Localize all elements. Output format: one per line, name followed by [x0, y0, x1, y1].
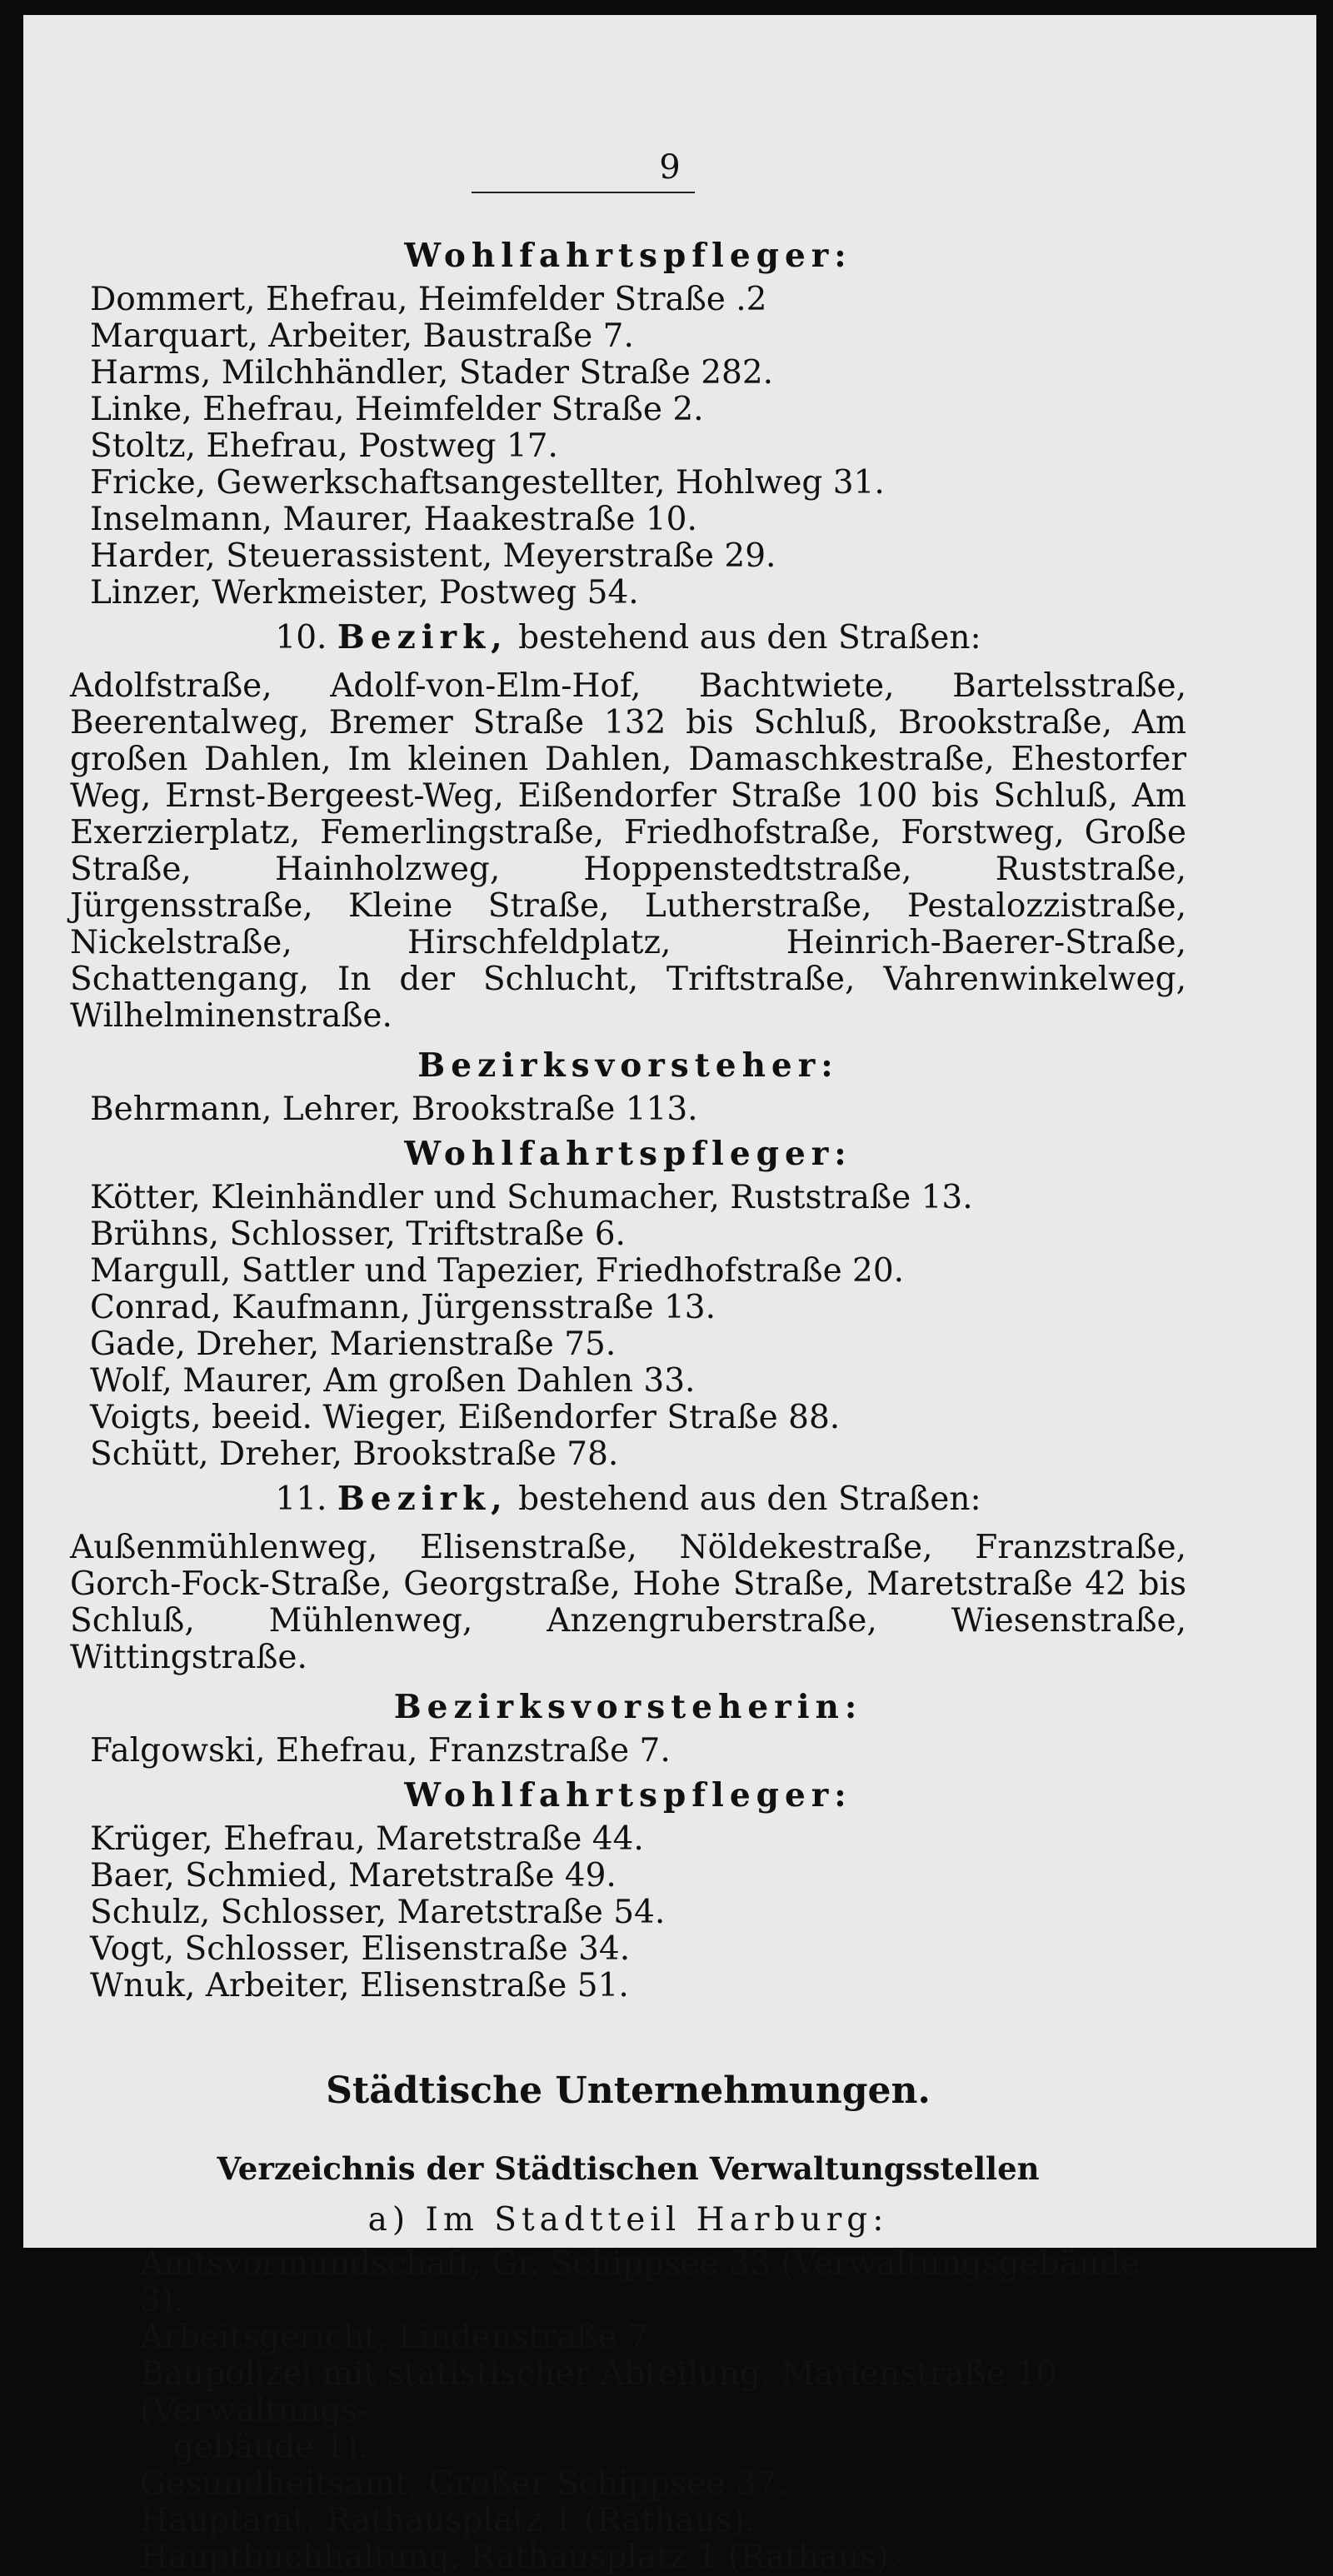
district-word: Bezirk, — [337, 618, 508, 656]
welfare-list-district-10 — [70, 1180, 1186, 1473]
list-item: Gade, Dreher, Marienstraße 75. — [90, 1325, 617, 1363]
welfare-heading-district-9: Wohlfahrtspfleger: — [404, 237, 852, 275]
list-item: Conrad, Kaufmann, Jürgensstraße 13. — [90, 1289, 716, 1326]
list-item — [70, 2319, 1186, 2356]
district-11-heading — [70, 1473, 1186, 1525]
list-item: Stoltz, Ehefrau, Postweg 17. — [90, 427, 558, 465]
list-item: Kötter, Kleinhändler und Schumacher, Ruststraße 13. — [90, 1179, 973, 1216]
district-heading-rest: bestehend aus den Straßen: — [518, 619, 981, 656]
list-item: Brühns, Schlosser, Triftstraße 6. — [90, 1216, 626, 1253]
district-11-streets: Außenmühlenweg, Elisenstraße, Nöldekestraße, Franzstraße, Gorch-Fock-Straße, Georgstraße, Hohe Straße, Maretstraße 42 bis Schluß, Mühlenweg, Anzengruberstraße, Wiesenstraße, Wittingstraße. — [70, 1529, 1186, 1676]
list-item: Vogt, Schlosser, Elisenstraße 34. — [90, 1930, 631, 1968]
chair-heading-district-11: Bezirksvorsteherin: — [393, 1688, 863, 1726]
section-title: Städtische Unternehmungen. — [326, 2069, 931, 2112]
list-item — [70, 2503, 1186, 2539]
list-item: Voigts, beeid. Wieger, Eißendorfer Straße 88. — [90, 1399, 841, 1436]
page-content — [70, 230, 1186, 2576]
district-10-streets: Adolfstraße, Adolf-von-Elm-Hof, Bachtwiete, Bartelsstraße, Beerentalweg, Bremer Straße 132 bis Schluß, Brookstraße, Am großen Dahlen, Im kleinen Dahlen, Damaschkestraße, Ehestorfer Weg, Ernst-Bergeest-Weg, Eißendorfer Straße 100 bis Schluß, Am Exerzierplatz, Femerlingstraße, Friedhofstraße, Forstweg, Große Straße, Hainholzweg, Hoppenstedtstraße, Ruststraße, Jürgensstraße, Kleine Straße, Lutherstraße, Pestalozzistraße, Nickelstraße, Hirschfeldplatz, Heinrich-Baerer-Straße, Schattengang, In der Schlucht, Triftstraße, Vahrenwinkelweg, Wilhelminenstraße. — [70, 667, 1186, 1035]
district-word: Bezirk, — [337, 1480, 508, 1518]
office-line: Baupolizei mit statistischer Abteilung, Marienstraße 10 (Verwaltungs- — [140, 2355, 1057, 2429]
page-number-rule — [472, 192, 695, 193]
district-number: 11. — [275, 1480, 327, 1518]
list-item: Margull, Sattler und Tapezier, Friedhofstraße 20. — [90, 1252, 905, 1290]
chair-heading-district-10: Bezirksvorsteher: — [417, 1046, 839, 1085]
office-line-continuation: gebäude 1). — [173, 2429, 369, 2466]
list-item: Schütt, Dreher, Brookstraße 78. — [90, 1435, 619, 1473]
list-item — [70, 2356, 1186, 2466]
welfare-list-district-9 — [70, 282, 1186, 612]
page-number: 9 — [659, 148, 681, 187]
list-item: Harder, Steuerassistent, Meyerstraße 29. — [90, 537, 776, 575]
list-item — [70, 2539, 1186, 2576]
list-item — [70, 2246, 1186, 2319]
office-line: Hauptamt, Rathausplatz 1 (Rathaus). — [140, 2502, 756, 2539]
district-number: 10. — [275, 619, 327, 656]
office-line: Arbeitsgericht, Lindenstraße 7. — [140, 2319, 659, 2356]
list-item: Dommert, Ehefrau, Heimfelder Straße .2 — [90, 281, 767, 318]
list-item: Fricke, Gewerkschaftsangestellter, Hohlweg 31. — [90, 464, 885, 502]
district-10-chair: Behrmann, Lehrer, Brookstraße 113. — [90, 1091, 698, 1128]
office-list — [70, 2246, 1186, 2576]
list-item: Wnuk, Arbeiter, Elisenstraße 51. — [90, 1967, 629, 2004]
section-subtitle: Verzeichnis der Städtischen Verwaltungsstellen — [217, 2150, 1040, 2187]
district-heading-rest: bestehend aus den Straßen: — [518, 1480, 981, 1518]
list-item: Marquart, Arbeiter, Baustraße 7. — [90, 317, 634, 355]
list-item: Linke, Ehefrau, Heimfelder Straße 2. — [90, 391, 704, 428]
district-11-chair: Falgowski, Ehefrau, Franzstraße 7. — [90, 1732, 671, 1770]
list-item: Inselmann, Maurer, Haakestraße 10. — [90, 501, 697, 538]
welfare-heading-district-11: Wohlfahrtspfleger: — [404, 1776, 852, 1815]
welfare-heading-district-10: Wohlfahrtspfleger: — [404, 1135, 852, 1173]
welfare-list-district-11 — [70, 1821, 1186, 2004]
list-item: Linzer, Werkmeister, Postweg 54. — [90, 574, 639, 612]
list-item: Schulz, Schlosser, Maretstraße 54. — [90, 1894, 666, 1931]
list-item: Krüger, Ehefrau, Maretstraße 44. — [90, 1820, 644, 1858]
list-item: Baer, Schmied, Maretstraße 49. — [90, 1857, 617, 1895]
list-item: Harms, Milchhändler, Stader Straße 282. — [90, 354, 774, 392]
office-line: Hauptbuchhaltung, Rathausplatz 1 (Rathaus). — [140, 2539, 900, 2576]
subsection-heading: a) Im Stadtteil Harburg: — [367, 2201, 889, 2239]
document-page — [23, 15, 1316, 2576]
office-line: Gesundheitsamt, Großer Schippsee 37. — [140, 2465, 787, 2503]
office-line: Amtsvormundschaft, Gr. Schippsee 33 (Verwaltungsgebäude 3). — [140, 2245, 1141, 2319]
list-item: Wolf, Maurer, Am großen Dahlen 33. — [90, 1362, 696, 1400]
list-item — [70, 2466, 1186, 2503]
district-10-heading — [70, 612, 1186, 663]
